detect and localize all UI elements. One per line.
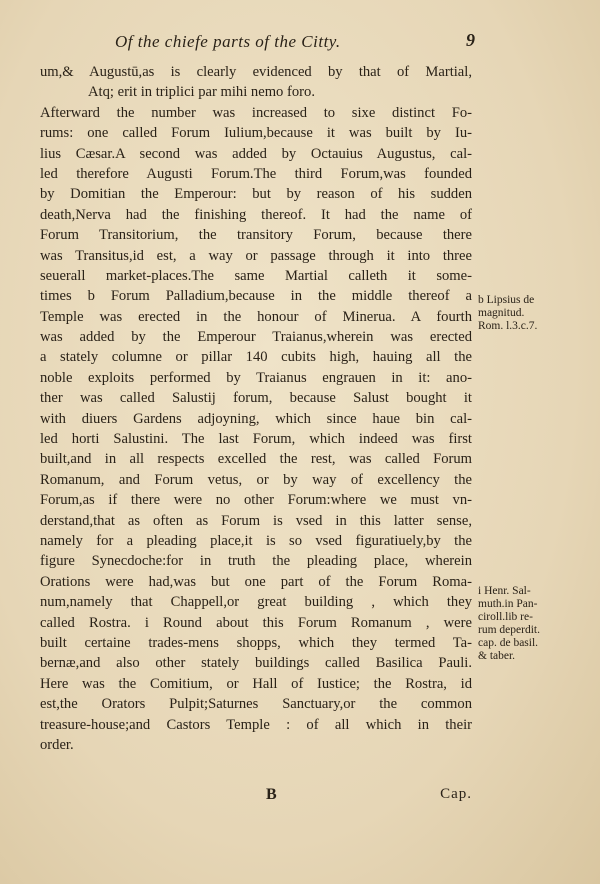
text-line: called Rostra. i Round about this Forum Romanum , were [40, 614, 472, 631]
text-line: ther was called Salustij forum, because Salust bought it [40, 390, 472, 407]
text-line: um,& Augustū,as is clearly evidenced by that of Martial, [40, 64, 472, 80]
text-line: treasure-house;and Castors Temple : of all which in their [40, 716, 472, 733]
text-line: built,and in all respects excelled the rest, was called Forum [40, 451, 472, 468]
text-line: with diuers Gardens adjoyning, which since haue bin cal- [40, 410, 472, 427]
text-line: led horti Salustini. The last Forum, which indeed was first [40, 431, 472, 448]
text-line: Forum,as if there were no other Forum:where we must vn- [40, 492, 472, 509]
signature-mark: B [266, 786, 277, 803]
margin-note-line: muth.in Pan- [478, 598, 538, 610]
text-line: Romanum, and Forum vetus, or by way of excellency the [40, 471, 472, 488]
running-head: Of the chiefe parts of the Citty. [115, 32, 341, 51]
page-number: 9 [466, 30, 475, 50]
body-text [40, 62, 472, 755]
text-line: figure Synecdoche:for in truth the pleading place, wherein [40, 553, 472, 570]
margin-note-line: i Henr. Sal- [478, 585, 531, 597]
text-line: a stately columne or pillar 140 cubits high, hauing all the [40, 349, 472, 366]
margin-note-line: ciroll.lib re- [478, 611, 533, 623]
catchword: Cap. [440, 786, 472, 802]
margin-note-line: Rom. l.3.c.7. [478, 320, 538, 332]
margin-note-b [478, 294, 570, 333]
margin-note-line: magnitud. [478, 307, 525, 319]
margin-note-line: rum deperdit. [478, 624, 540, 636]
text-line: Here was the Comitium, or Hall of Iustice; the Rostra, id [40, 675, 472, 692]
margin-note-line: cap. de basil. [478, 637, 539, 649]
text-line: led therefore Augusti Forum.The third Forum,was founded [40, 165, 472, 182]
text-line: times b Forum Palladium,because in the middle thereof a [40, 288, 472, 305]
text-line: Temple was erected in the honour of Minerua. A fourth [40, 308, 472, 325]
text-line: seuerall market-places.The same Martial calleth it some- [40, 267, 472, 284]
text-line: namely for a pleading place,it is so vsed figuratiuely,by the [40, 532, 472, 549]
text-line: was Transitus,id est, a way or passage through it into three [40, 247, 472, 264]
text-line: Forum Transitorium, the transitory Forum, because there [40, 227, 472, 244]
page-footer [40, 786, 472, 810]
text-line: bernæ,and also other stately buildings called Basilica Pauli. [40, 655, 472, 672]
text-line: Orations were had,was but one part of the Forum Roma- [40, 573, 472, 590]
verse-quotation: Atq; erit in triplici par mihi nemo foro. [88, 84, 315, 101]
text-line: num,namely that Chappell,or great building , which they [40, 594, 472, 611]
margin-notes [478, 294, 570, 663]
text-line: by Domitian the Emperour: but by reason of his sudden [40, 186, 472, 203]
text-line: built certaine trades-mens shopps, which they termed Ta- [40, 634, 472, 651]
margin-note-line: b Lipsius de [478, 294, 535, 306]
margin-note-line: & taber. [478, 650, 516, 662]
page-header [115, 32, 475, 56]
margin-note-i [478, 585, 570, 663]
text-line: death,Nerva had the finishing thereof. It had the name of [40, 206, 472, 223]
text-line: est,the Orators Pulpit;Saturnes Sanctuary,or the common [40, 696, 472, 713]
text-line: lius Cæsar.A second was added by Octauius Augustus, cal- [40, 145, 472, 162]
text-line: rums: one called Forum Iulium,because it was built by Iu- [40, 125, 472, 142]
text-line: noble exploits performed by Traianus engrauen in it: ano- [40, 369, 472, 386]
text-line: was added by the Emperour Traianus,wherein was erected [40, 329, 472, 346]
text-line: Afterward the number was increased to sixe distinct Fo- [40, 104, 472, 121]
text-line: order. [40, 736, 74, 753]
text-line: derstand,that as often as Forum is vsed in this latter sense, [40, 512, 472, 529]
